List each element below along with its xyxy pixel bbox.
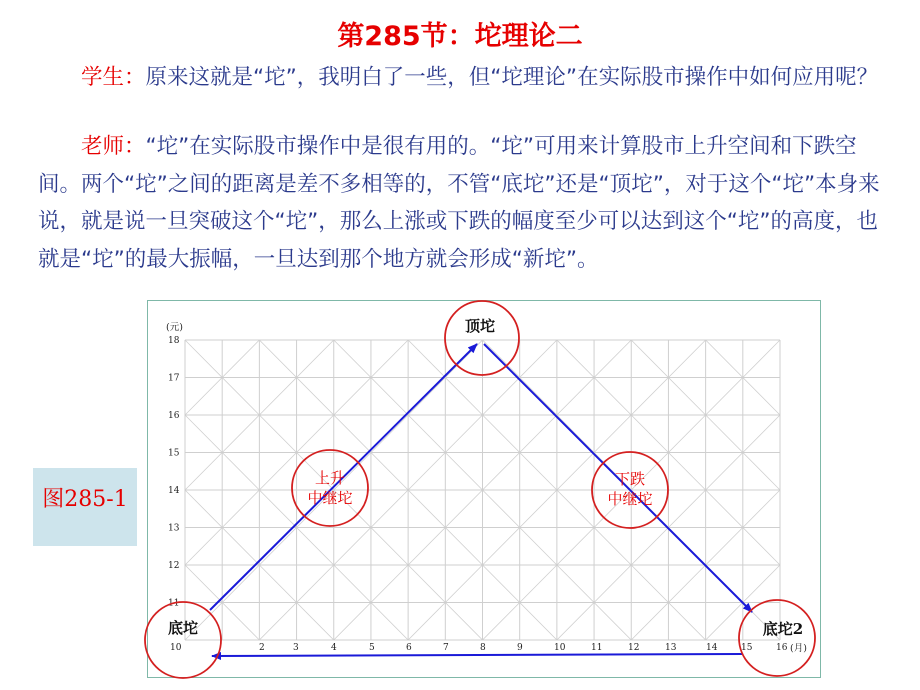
rise-relay-tuo-circle [292,450,368,526]
x-tick-label: 7 [443,643,449,653]
bottom-tuo-2-circle [739,600,815,676]
top-tuo-label: 顶坨 [464,317,496,335]
x-tick-label: 10 [554,643,566,653]
x-tick-label: 9 [517,643,523,653]
rise-relay-label-line2: 中继坨 [307,489,353,507]
y-tick-label: 14 [168,486,180,496]
bottom-tuo-2-label: 底坨2 [762,620,804,638]
x-tick-label: 5 [369,643,375,653]
y-tick-label: 12 [168,561,180,571]
x-tick-label: 11 [591,643,603,653]
teacher-text: “坨”在实际股市操作中是很有用的。“坨”可用来计算股市上升空间和下跌空间。两个“坨”之间的距离是差不多相等的，不管“底坨”还是“顶坨”，对于这个“坨”本身来说，就是说一旦突破这个“坨”，那么上涨或下跌的幅度至少可以达到这个“坨”的高度，也就是“坨”的最大振幅，一旦达到那个地方就会形成“新坨”。 [38,134,880,272]
student-text: 原来这就是“坨”，我明白了一些，但“坨理论”在实际股市操作中如何应用呢？ [145,65,879,90]
x-tick-label: 13 [665,643,677,653]
x-tick-label: 4 [331,643,337,653]
y-unit-label: (元) [166,322,183,333]
x-tick-label: 14 [706,643,718,653]
y-tick-label: 18 [168,336,180,346]
y-tick-label: 13 [168,523,180,534]
x-unit-label: (月) [790,643,807,654]
fall-relay-label-line1: 下跌 [614,470,646,488]
x-tick-label: 16 [776,643,788,653]
page-title: 第285节：坨理论二 [337,21,583,52]
x-tick-label: 10 [170,643,182,653]
grid [185,340,780,640]
x-tick-label: 6 [406,643,412,653]
x-tick-label: 2 [259,643,265,653]
y-tick-label: 17 [168,373,180,384]
x-tick-label: 3 [293,643,299,653]
return-arrow [212,654,742,656]
y-tick-label: 16 [168,411,180,421]
x-tick-label: 12 [628,643,640,653]
figure-label: 图285-1 [33,468,137,546]
student-speaker: 学生： [81,65,146,90]
fall-relay-label-line2: 中继坨 [607,490,653,508]
bottom-tuo-label: 底坨 [167,619,199,637]
x-tick-label: 8 [480,643,486,653]
y-tick-label: 15 [168,448,180,459]
y-tick-label: 11 [168,598,180,609]
x-tick-label: 15 [741,643,753,653]
teacher-speaker: 老师： [81,134,146,159]
rise-relay-label-line1: 上升 [314,469,346,487]
